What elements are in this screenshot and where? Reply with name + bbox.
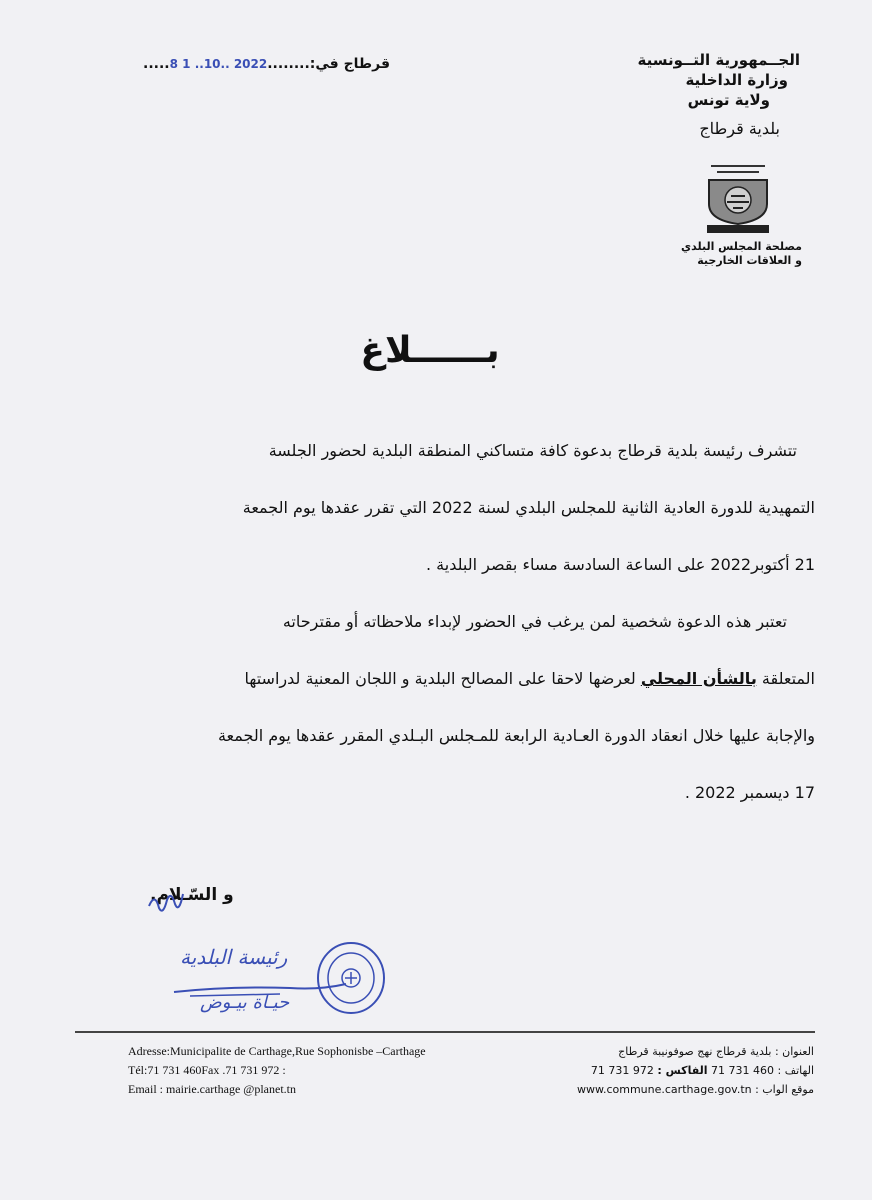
footer-web-ar (524, 1080, 814, 1099)
fax-label: الفاكس : (657, 1064, 708, 1077)
paragraph-line: 21 أكتوبر2022 على الساعة السادسة مساء بقصر البلدية . (425, 555, 815, 574)
document-title: بــــــلاغ (360, 330, 500, 371)
official-seal-icon (315, 940, 387, 1016)
republic-name: الجــمهورية التــونسية (637, 51, 800, 69)
date-trail: ..... (143, 56, 170, 72)
paragraph-2 (115, 593, 815, 821)
footer-divider (75, 1031, 815, 1033)
date-label: قرطاج في:........ (267, 56, 390, 72)
carthage-logo-icon (703, 162, 773, 234)
footer-address: Adresse:Municipalite de Carthage,Rue Sophonisbe –Carthage (128, 1044, 426, 1058)
service-line-2: و العلاقات الخارجية (697, 254, 802, 267)
paragraph-1 (115, 422, 815, 593)
underlined-phrase: بالشأن المحلي (640, 669, 757, 688)
ministry-name: وزارة الداخلية (685, 71, 788, 89)
paragraph-line: تتشرف رئيسة بلدية قرطاج بدعوة كافة متساكني المنطقة البلدية لحضور الجلسة (268, 441, 797, 460)
footer-contact-french (128, 1042, 426, 1099)
date-line (143, 56, 390, 72)
paragraph-line (115, 650, 815, 707)
footer-phone: Tél:71 731 460Fax .71 731 972 : (128, 1063, 286, 1077)
footer-email: Email : mairie.carthage @planet.tn (128, 1082, 296, 1096)
signature-name: حيـاة بيـوض (200, 992, 290, 1013)
phone-label: الهاتف : (777, 1064, 814, 1077)
fax-value: 71 731 972 (590, 1064, 654, 1077)
web-link[interactable]: www.commune.carthage.gov.tn (576, 1083, 752, 1096)
letter-body (115, 422, 815, 821)
governorate-name: ولاية تونس (687, 91, 770, 109)
paragraph-line: تعتبر هذه الدعوة شخصية لمن يرغب في الحضور لإبداء ملاحظاته أو مقترحاته (282, 612, 787, 631)
footer-address-ar: العنوان : بلدية قرطاج نهج صوفونيبة قرطاج (618, 1045, 814, 1058)
text-segment: المتعلقة (756, 669, 815, 688)
phone-value: 71 731 460 (711, 1064, 775, 1077)
footer-contact-arabic (524, 1042, 814, 1099)
paragraph-line: 17 ديسمبر 2022 . (684, 783, 815, 802)
web-label: موقع الواب : (755, 1083, 814, 1096)
closing-greeting: و السّـلام. (150, 885, 234, 905)
handwritten-initial-icon (145, 886, 185, 920)
footer-phone-ar (524, 1061, 814, 1080)
service-name (662, 240, 802, 268)
service-line-1: مصلحة المجلس البلدي (681, 240, 802, 253)
date-stamp: 2022 ..10.. 1 8 (169, 57, 268, 71)
paragraph-line: التمهيدية للدورة العادية الثانية للمجلس البلدي لسنة 2022 التي تقرر عقدها يوم الجمعة (242, 498, 815, 517)
letterhead (540, 50, 800, 142)
paragraph-line: والإجابة عليها خلال انعقاد الدورة العـادية الرابعة للمـجلس البـلدي المقرر عقدها يوم الجمعة (217, 726, 815, 745)
signature-title: رئيسة البلدية (180, 945, 288, 969)
text-segment: لعرضها لاحقا على المصالح البلدية و اللجان المعنية لدراستها (244, 669, 641, 688)
municipality-name: بلدية قرطاج (699, 119, 780, 138)
